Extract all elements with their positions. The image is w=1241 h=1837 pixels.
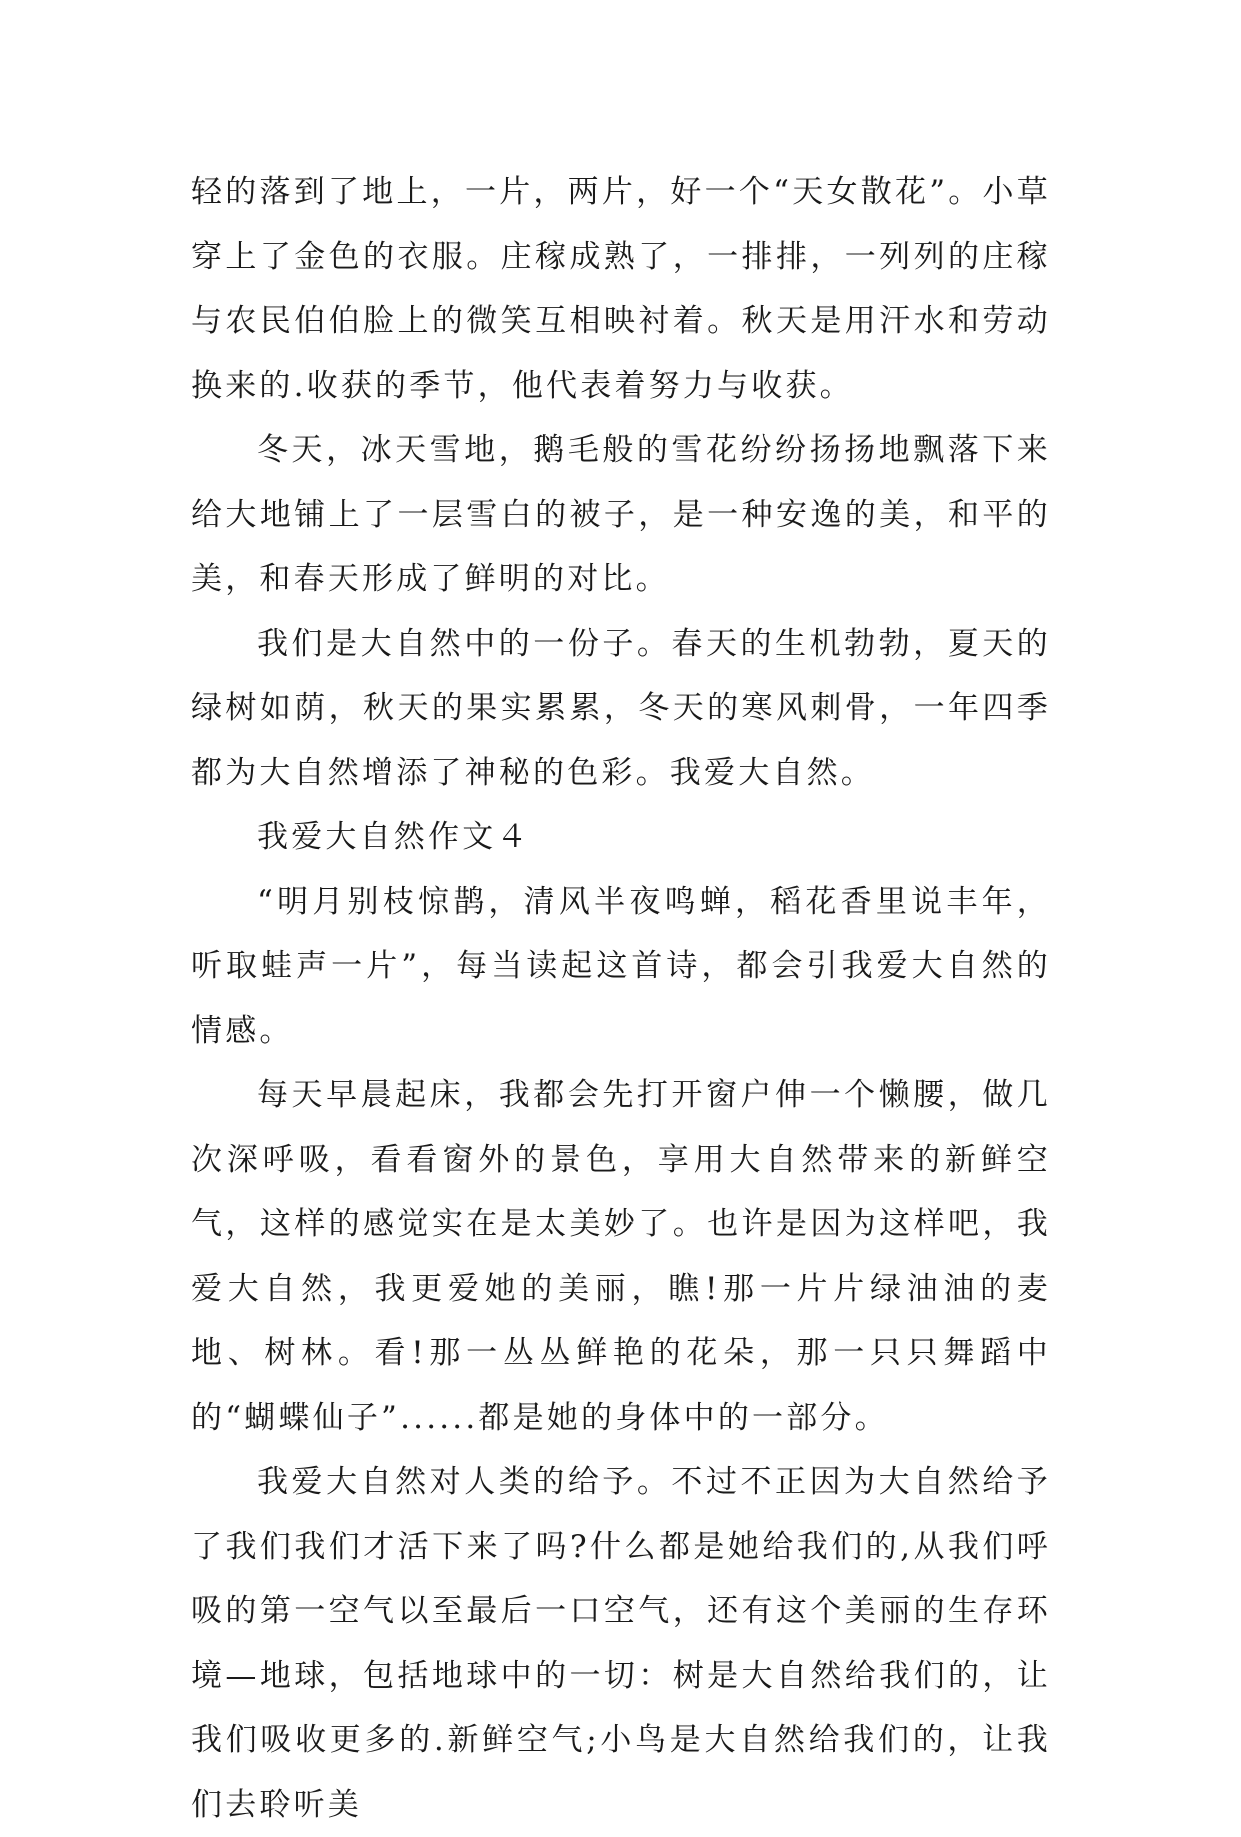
paragraph-giving: 我爱大自然对人类的给予。不过不正因为大自然给予了我们我们才活下来了吗?什么都是她给我们的,从我们呼吸的第一空气以至最后一口空气，还有这个美丽的生存环境—地球，包括地球中的一切：树是大自然给我们的，让我们吸收更多的.新鲜空气;小鸟是大自然给我们的，让我们去聆听美 bbox=[191, 1464, 1051, 1823]
paragraph-autumn-continued: 轻的落到了地上，一片，两片，好一个“天女散花”。小草穿上了金色的衣服。庄稼成熟了，一排排，一列列的庄稼与农民伯伯脸上的微笑互相映衬着。秋天是用汗水和劳动换来的.收获的季节，他代表着努力与收获。 bbox=[191, 174, 1051, 404]
paragraph-four-seasons: 我们是大自然中的一份子。春天的生机勃勃，夏天的绿树如荫，秋天的果实累累，冬天的寒风刺骨，一年四季都为大自然增添了神秘的色彩。我爱大自然。 bbox=[191, 625, 1051, 791]
paragraph-morning: 每天早晨起床，我都会先打开窗户伸一个懒腰，做几次深呼吸，看看窗外的景色，享用大自然带来的新鲜空气，这样的感觉实在是太美妙了。也许是因为这样吧，我爱大自然，我更爱她的美丽，瞧!那一片片绿油油的麦地、树林。看!那一丛丛鲜艳的花朵，那一只只舞蹈中的“蝴蝶仙子”......都是她的身体中的一部分。 bbox=[191, 1077, 1051, 1436]
essay-heading: 我爱大自然作文４ bbox=[257, 819, 531, 855]
paragraph-winter: 冬天，冰天雪地，鹅毛般的雪花纷纷扬扬地飘落下来给大地铺上了一层雪白的被子，是一种安逸的美，和平的美，和春天形成了鲜明的对比。 bbox=[191, 432, 1051, 597]
paragraph-poem: “明月别枝惊鹊，清风半夜鸣蝉，稻花香里说丰年，听取蛙声一片”，每当读起这首诗，都会引我爱大自然的情感。 bbox=[191, 883, 1051, 1049]
document-page bbox=[191, 160, 1051, 1837]
